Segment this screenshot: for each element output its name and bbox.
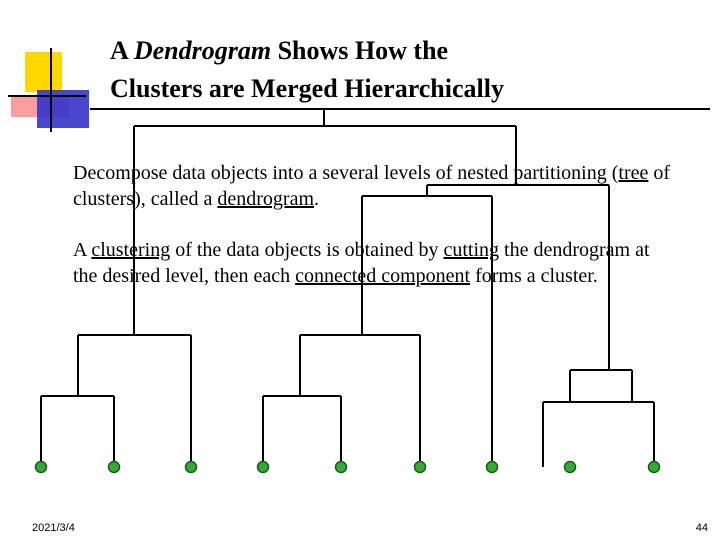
footer-date: 2021/3/4 bbox=[32, 522, 75, 534]
title-line1-italic: Dendrogram bbox=[133, 36, 272, 65]
p2-term-cutting: cutting bbox=[443, 239, 500, 261]
title-line1-prefix: A bbox=[110, 36, 134, 65]
dendrogram-leaf-node bbox=[186, 462, 197, 473]
p2-text-1: A bbox=[73, 239, 92, 261]
footer-page-number: 44 bbox=[695, 522, 708, 534]
p2-text-4: forms a cluster. bbox=[470, 265, 598, 287]
dendrogram-leaf-node bbox=[487, 462, 498, 473]
p2-text-3: the dendrogram at the desired level, then each bbox=[73, 239, 650, 287]
dendrogram-leaf-node bbox=[109, 462, 120, 473]
dendrogram-leaf-node bbox=[649, 462, 660, 473]
dendrogram-leaf-node bbox=[565, 462, 576, 473]
p2-term-connected-component: connected component bbox=[295, 265, 471, 287]
p1-text-1: Decompose data objects into a several levels of nested partitioning ( bbox=[73, 162, 619, 184]
dendrogram-leaf-node bbox=[336, 462, 347, 473]
dendrogram-leaf-node bbox=[415, 462, 426, 473]
p1-term-dendrogram: dendrogram bbox=[217, 188, 315, 210]
p1-text-3: . bbox=[314, 188, 320, 210]
dendrogram-leaf-node bbox=[258, 462, 269, 473]
dendrogram-leaf-node bbox=[36, 462, 47, 473]
p1-term-tree: tree bbox=[618, 162, 649, 184]
p1-text-2: of clusters), called a bbox=[73, 162, 671, 210]
p2-term-clustering: clustering bbox=[91, 239, 171, 261]
title-line2: Clusters are Merged Hierarchically bbox=[110, 74, 504, 103]
paragraph-clustering bbox=[73, 237, 673, 289]
paragraph-decompose bbox=[73, 160, 673, 212]
title-line1-suffix: Shows How the bbox=[271, 36, 449, 65]
p2-text-2: of the data objects is obtained by bbox=[170, 239, 444, 261]
